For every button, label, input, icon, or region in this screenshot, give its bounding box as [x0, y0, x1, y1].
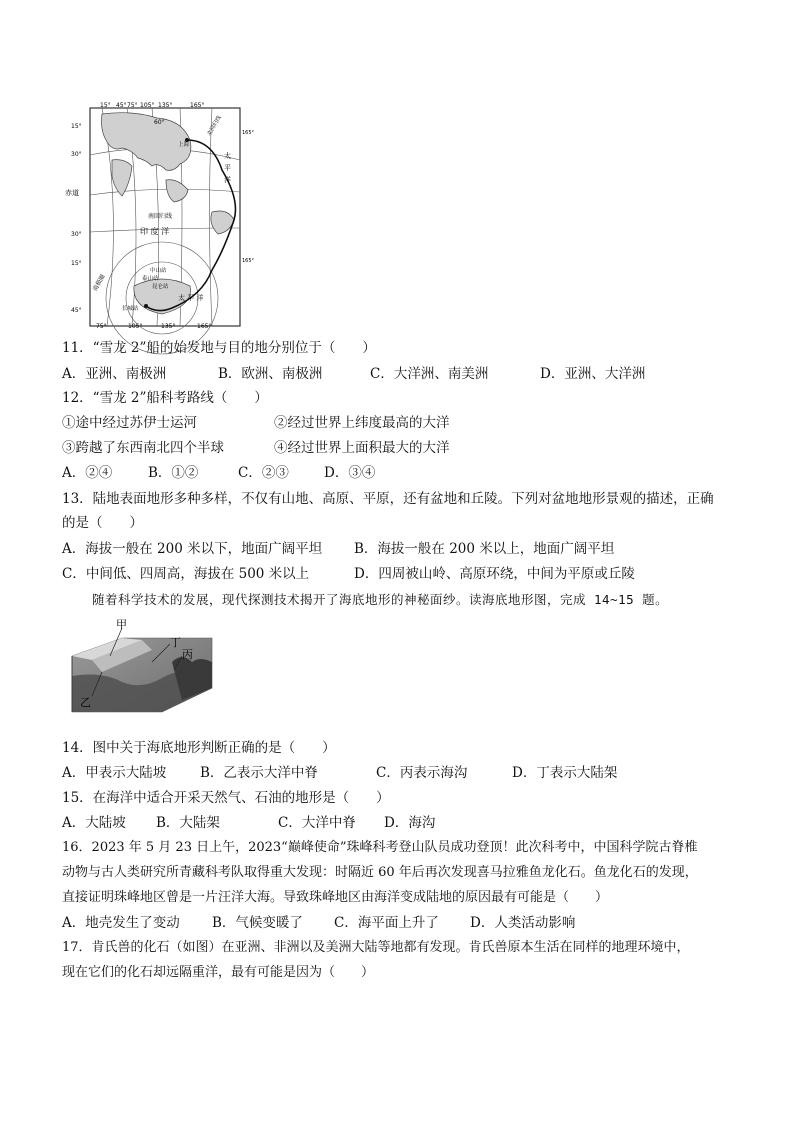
route-map [62, 100, 255, 330]
map-top-lon-6: 165° [190, 102, 205, 109]
q12-statement-1: ①途中经过苏伊士运河 [62, 415, 197, 431]
q14-option-b: B．乙表示大洋中脊 [200, 765, 318, 781]
map-label-changcheng: 长城站 [122, 306, 139, 312]
q11-option-b: B．欧洲、南极洲 [218, 366, 323, 382]
map-label-antarctic-circle: 南极圈 [91, 273, 107, 293]
q16-option-d: D．人类活动影响 [470, 915, 576, 931]
q15-option-b: B．大陆架 [156, 815, 220, 831]
q11-stem: 11．“雪龙 2”船的始发地与目的地分别位于（ ） [62, 340, 376, 356]
map-label-pacific: 太 平 洋 [178, 294, 204, 302]
seafloor-label-bing: 丙 [182, 648, 193, 661]
q11-option-d: D．亚洲、大洋洲 [540, 366, 646, 382]
map-top-lon-1: 15° [100, 102, 111, 109]
q11-option-c: C．大洋洲、南美洲 [370, 366, 489, 382]
q12-option-c: C．②③ [238, 465, 289, 481]
q12-statement-2: ②经过世界上纬度最高的大洋 [274, 415, 450, 431]
seafloor-label-jia: 甲 [116, 618, 127, 631]
q16-option-a: A．地壳发生了变动 [62, 915, 180, 931]
q12-option-b: B．①② [148, 465, 199, 481]
map-label-pacific-v2: 平 [224, 164, 231, 172]
map-top-lon-4: 105° [140, 102, 155, 109]
map-label-lat60: 60° [154, 119, 165, 126]
map-left-lat-4: 30° [71, 231, 82, 238]
map-label-pacific-v1: 太 [224, 152, 231, 160]
q13-stem-line1: 13．陆地表面地形多种多样，不仅有山地、高原、平原，还有盆地和丘陵。下列对盆地地形景观的描述，正确 [62, 491, 714, 507]
q17-stem-line2: 现在它们的化石却远隔重洋，最有可能是因为（ ） [62, 965, 375, 980]
map-label-zhongshan: 中山站 [150, 268, 167, 274]
map-top-lon-5: 135° [158, 102, 173, 109]
seafloor-intro: 随着科学技术的发展，现代探测技术揭开了海底地形的神秘面纱。读海底地形图，完成 14~15 题。 [92, 592, 669, 607]
map-bottom-lon-4: 165° [197, 323, 212, 330]
seafloor-label-yi: 乙 [80, 696, 91, 709]
seafloor-label-ding: 丁 [170, 636, 181, 649]
map-label-kunlun: 昆仑站 [152, 284, 169, 290]
q16-stem-line3: 直接证明珠峰地区曾是一片汪洋大海。导致珠峰地区由海洋变成陆地的原因最有可能是（ ） [62, 890, 609, 905]
q12-statement-4: ④经过世界上面积最大的大洋 [274, 440, 450, 456]
map-left-lat-3: 赤道 [65, 189, 79, 197]
q11-option-a: A．亚洲、南极洲 [62, 366, 167, 382]
q15-option-a: A．大陆坡 [62, 815, 126, 831]
map-top-lon-3: 75° [127, 102, 138, 109]
map-left-lat-1: 15° [71, 123, 82, 130]
map-label-indian-ocean: 印 度 洋 [140, 227, 170, 236]
q16-stem-line2: 动物与古人类研究所青藏科考队取得重大发现：时隔近 60 年后再次发现喜马拉雅鱼龙化石。鱼龙化石的发现， [62, 865, 698, 880]
q12-stem: 12．“雪龙 2”船科考路线（ ） [62, 390, 268, 406]
q14-option-c: C．丙表示海沟 [376, 765, 468, 781]
q12-statement-3: ③跨越了东西南北四个半球 [62, 440, 224, 456]
q12-option-a: A．②④ [62, 465, 113, 481]
map-label-north-tropic: 北回归线 [206, 114, 223, 137]
map-label-shanghai: 上海 [178, 142, 190, 148]
q13-option-c: C．中间低、四周高，海拔在 500 米以上 [62, 566, 310, 582]
q13-stem-line2: 的是（ ） [62, 515, 143, 531]
q13-option-d: D．四周被山岭、高原环绕，中间为平原或丘陵 [354, 566, 635, 582]
q14-option-d: D．丁表示大陆架 [512, 765, 618, 781]
map-bottom-lon-2: 105° [128, 323, 143, 330]
map-left-lat-5: 15° [71, 260, 82, 267]
map-label-taishan: 泰山站 [142, 276, 159, 282]
map-right-lat-1: 165° [242, 130, 255, 136]
map-bottom-lon-1: 75° [96, 323, 107, 330]
q15-stem: 15．在海洋中适合开采天然气、石油的地形是（ ） [62, 790, 390, 806]
map-label-pacific-v3: 洋 [224, 176, 231, 184]
q13-option-a: A．海拔一般在 200 米以下，地面广阔平坦 [62, 541, 323, 557]
q17-stem-line1: 17．肯氏兽的化石（如图）在亚洲、非洲以及美洲大陆等地都有发现。肯氏兽原本生活在同样的地理环境中， [62, 940, 690, 955]
map-top-lon-2: 45° [116, 102, 127, 109]
map-right-lat-2: 165° [242, 258, 255, 264]
q14-option-a: A．甲表示大陆坡 [62, 765, 167, 781]
q14-stem: 14．图中关于海底地形判断正确的是（ ） [62, 740, 336, 756]
q16-stem-line1: 16．2023 年 5 月 23 日上午，2023“巅峰使命”珠峰科考登山队员成功登顶！此次科考中，中国科学院古脊椎 [62, 840, 698, 855]
q12-option-d: D．③④ [324, 465, 376, 481]
map-bottom-lon-3: 135° [161, 323, 176, 330]
q16-option-c: C．海平面上升了 [334, 915, 439, 931]
q13-option-b: B．海拔一般在 200 米以上，地面广阔平坦 [354, 541, 615, 557]
map-left-lat-6: 45° [71, 307, 82, 314]
seafloor-block-diagram [62, 616, 222, 716]
q15-option-d: D．海沟 [384, 815, 436, 831]
q15-option-c: C．大洋中脊 [278, 815, 356, 831]
map-label-south-tropic: 南回归线 [148, 213, 173, 220]
map-left-lat-2: 30° [71, 151, 82, 158]
q16-option-b: B．气候变暖了 [212, 915, 303, 931]
